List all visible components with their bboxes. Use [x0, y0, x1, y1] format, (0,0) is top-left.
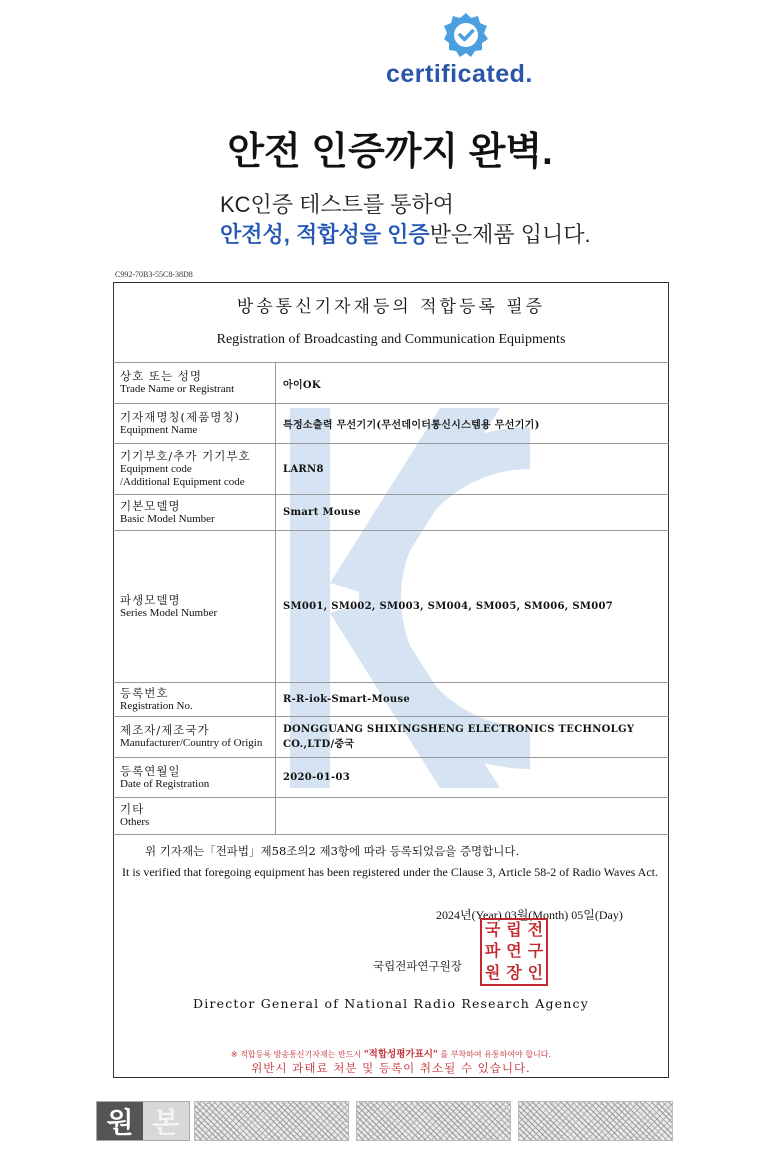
table-row: [113, 404, 669, 444]
table-row: [113, 363, 669, 404]
verified-badge-icon: [443, 12, 489, 58]
field-label: 기본모델명 Basic Model Number: [113, 495, 276, 531]
certificate-title-en: Registration of Broadcasting and Communication Equipments: [216, 332, 566, 347]
original-document-mark: 원 본: [96, 1101, 190, 1141]
field-label: 기타 Others: [113, 798, 276, 835]
security-pattern: [194, 1101, 349, 1141]
signer-title: 국립전파연구원장: [373, 959, 462, 973]
field-value: SM001, SM002, SM003, SM004, SM005, SM006, SM007: [276, 531, 670, 683]
notice-line2: 위반시 과태료 처분 및 등록이 취소될 수 있습니다.: [251, 1061, 531, 1075]
notice-line1: ※ 적합등록 방송통신기자재는 반드시 "적합성평가표시" 를 부착하여 유통하여야 합니다.: [230, 1049, 552, 1060]
table-row: [113, 444, 669, 495]
table-row: [113, 717, 669, 758]
subheadline-line1: KC인증 테스트를 통하여: [220, 192, 455, 217]
certificate-id-code: C992-70B3-55C8-38D8: [115, 270, 193, 279]
field-value: DONGGUANG SHIXINGSHENG ELECTRONICS TECHNOLGY CO.,LTD/중국: [276, 717, 670, 758]
field-label: 등록번호 Registration No.: [113, 683, 276, 717]
brand-logo-text: certificated.: [386, 60, 533, 88]
security-pattern: [356, 1101, 511, 1141]
statement-ko: 위 기자재는「전파법」제58조의2 제3항에 따라 등록되었음을 증명합니다.: [145, 844, 520, 858]
official-seal-stamp: 국 립 전 파 연 구 원 장 인: [480, 918, 548, 986]
headline: 안전 인증까지 완벽.: [227, 131, 553, 173]
field-value: R-R-iok-Smart-Mouse: [276, 683, 670, 717]
table-row: [113, 798, 669, 835]
field-label: 기기부호/추가 기기부호 Equipment code /Additional Equipment code: [113, 444, 276, 495]
field-value: 특정소출력 무선기기(무선데이터통신시스템용 무선기기): [276, 404, 670, 444]
field-label: 파생모델명 Series Model Number: [113, 531, 276, 683]
table-row: [113, 683, 669, 717]
field-value: [276, 798, 670, 835]
table-row: [113, 758, 669, 798]
subheadline-line2: 안전성, 적합성을 인증받은제품 입니다.: [220, 222, 591, 247]
field-value: 2020-01-03: [276, 758, 670, 798]
field-value: Smart Mouse: [276, 495, 670, 531]
field-label: 기자재명칭(제품명칭) Equipment Name: [113, 404, 276, 444]
table-row: [113, 495, 669, 531]
registration-table: [113, 362, 669, 835]
security-pattern: [518, 1101, 673, 1141]
field-label: 등록연월일 Date of Registration: [113, 758, 276, 798]
certificate-title-ko: 방송통신기자재등의 적합등록 필증: [236, 297, 546, 317]
field-value: LARN8: [276, 444, 670, 495]
field-label: 상호 또는 성명 Trade Name or Registrant: [113, 363, 276, 404]
field-label: 제조자/제조국가 Manufacturer/Country of Origin: [113, 717, 276, 758]
statement-en: It is verified that foregoing equipment has been registered under the Clause 3, Article 58-2 of Radio Waves Act.: [122, 865, 658, 879]
issue-date: 2024년(Year) 03월(Month) 05일(Day): [436, 908, 623, 922]
table-row: [113, 531, 669, 683]
field-value: 아이OK: [276, 363, 670, 404]
director-title-en: Director General of National Radio Research Agency: [193, 996, 589, 1011]
